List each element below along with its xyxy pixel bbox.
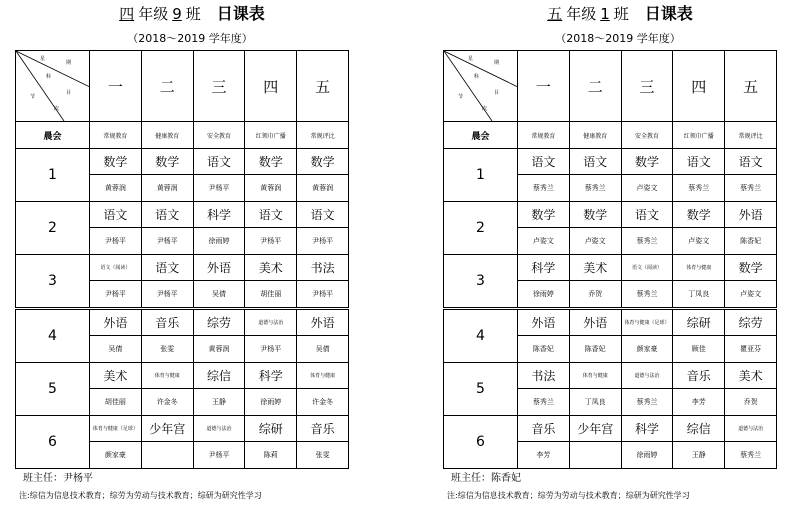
subject-cell: 数学 bbox=[725, 255, 777, 281]
subject-cell: 书法 bbox=[518, 363, 570, 389]
subject-cell: 综研 bbox=[673, 309, 725, 336]
subject-cell: 体育与健康 bbox=[673, 255, 725, 281]
head-teacher-name: 陈香妃 bbox=[491, 473, 521, 484]
subject-cell: 语文（阅读） bbox=[621, 255, 673, 281]
teacher-cell: 卢姿文 bbox=[725, 281, 777, 309]
teacher-cell: 徐雨婷 bbox=[621, 442, 673, 469]
corner-label: 星 bbox=[40, 56, 46, 62]
subject-cell: 科学 bbox=[245, 363, 297, 389]
corner-diagonal-cell bbox=[444, 51, 518, 122]
class-label: 班 bbox=[613, 5, 629, 23]
assembly-item: 红领巾广播 bbox=[245, 122, 297, 149]
corner-label: 目 bbox=[66, 90, 72, 96]
teacher-cell: 蔡秀兰 bbox=[518, 389, 570, 416]
subject-cell: 语文 bbox=[518, 149, 570, 175]
subject-cell: 语文 bbox=[141, 202, 193, 228]
subject-cell: 外语 bbox=[297, 309, 349, 336]
teacher-cell: 尹杨平 bbox=[245, 336, 297, 363]
teacher-cell: 徐雨婷 bbox=[245, 389, 297, 416]
subject-cell: 语文 bbox=[193, 149, 245, 175]
day-header: 二 bbox=[141, 51, 193, 122]
teacher-cell: 颜家豪 bbox=[90, 442, 142, 469]
teacher-cell: 黄蓉润 bbox=[245, 175, 297, 202]
period-number: 1 bbox=[16, 149, 90, 202]
teacher-cell: 丁凤良 bbox=[569, 389, 621, 416]
teacher-cell: 尹杨平 bbox=[90, 281, 142, 309]
subject-cell: 语文（阅读） bbox=[90, 255, 142, 281]
subject-cell: 语文 bbox=[621, 202, 673, 228]
day-header: 四 bbox=[673, 51, 725, 122]
subject-cell: 美术 bbox=[90, 363, 142, 389]
teacher-cell: 尹杨平 bbox=[245, 228, 297, 255]
subject-cell: 综信 bbox=[673, 416, 725, 442]
teacher-cell: 卢姿文 bbox=[569, 228, 621, 255]
subject-cell: 道德与法治 bbox=[245, 309, 297, 336]
subject-cell: 外语 bbox=[518, 309, 570, 336]
teacher-cell: 陈香妃 bbox=[569, 336, 621, 363]
teacher-cell: 尹杨平 bbox=[193, 175, 245, 202]
period-number: 5 bbox=[444, 363, 518, 416]
timetable-sheet-right bbox=[443, 0, 793, 503]
teacher-cell: 卢姿文 bbox=[621, 175, 673, 202]
head-teacher-line bbox=[15, 469, 365, 489]
teacher-cell: 顾佳 bbox=[673, 336, 725, 363]
subject-cell: 体育与健康 bbox=[569, 363, 621, 389]
grade-value: 五 bbox=[547, 5, 563, 23]
period-number: 3 bbox=[16, 255, 90, 309]
subject-cell: 音乐 bbox=[518, 416, 570, 442]
subject-cell: 外语 bbox=[193, 255, 245, 281]
corner-diagonal-cell bbox=[16, 51, 90, 122]
class-value: 1 bbox=[600, 5, 610, 23]
subject-cell: 综劳 bbox=[725, 309, 777, 336]
teacher-cell: 徐雨婷 bbox=[193, 228, 245, 255]
grade-label: 年级 bbox=[138, 5, 169, 23]
teacher-cell: 蔡秀兰 bbox=[725, 175, 777, 202]
head-teacher-name: 尹杨平 bbox=[63, 473, 93, 484]
grade-value: 四 bbox=[119, 5, 135, 23]
diagonal-lines bbox=[16, 51, 90, 121]
subject-cell: 美术 bbox=[245, 255, 297, 281]
grade-label: 年级 bbox=[566, 5, 597, 23]
timetable-heading: 日课表 bbox=[216, 4, 265, 23]
teacher-cell: 徐雨婷 bbox=[518, 281, 570, 309]
period-number: 6 bbox=[444, 416, 518, 469]
teacher-cell: 王静 bbox=[673, 442, 725, 469]
footnote: 注:综信为信息技术教育；综劳为劳动与技术教育；综研为研究性学习 bbox=[19, 491, 262, 500]
teacher-cell: 胡佳丽 bbox=[245, 281, 297, 309]
teacher-cell: 尹杨平 bbox=[297, 281, 349, 309]
day-header: 二 bbox=[569, 51, 621, 122]
teacher-cell: 黄蓉润 bbox=[141, 175, 193, 202]
corner-label: 期 bbox=[494, 60, 500, 66]
corner-label: 科 bbox=[46, 74, 52, 80]
school-year: （2018～2019 学年度） bbox=[555, 32, 681, 45]
subject-cell: 体育与健康 bbox=[297, 363, 349, 389]
teacher-cell: 胡佳丽 bbox=[90, 389, 142, 416]
school-year: （2018～2019 学年度） bbox=[127, 32, 253, 45]
teacher-cell: 丁凤良 bbox=[673, 281, 725, 309]
subject-cell: 语文 bbox=[725, 149, 777, 175]
subject-cell: 语文 bbox=[297, 202, 349, 228]
teacher-cell bbox=[141, 442, 193, 469]
teacher-cell: 尹杨平 bbox=[297, 228, 349, 255]
subject-cell: 数学 bbox=[90, 149, 142, 175]
assembly-item: 常规评比 bbox=[725, 122, 777, 149]
teacher-cell: 卢姿文 bbox=[673, 228, 725, 255]
teacher-cell: 吴倩 bbox=[193, 281, 245, 309]
subject-cell: 综劳 bbox=[193, 309, 245, 336]
timetable bbox=[443, 50, 777, 469]
subject-cell: 音乐 bbox=[297, 416, 349, 442]
teacher-cell: 黄蓉润 bbox=[90, 175, 142, 202]
subject-cell: 科学 bbox=[518, 255, 570, 281]
teacher-cell: 蔡秀兰 bbox=[621, 389, 673, 416]
subject-cell: 数学 bbox=[245, 149, 297, 175]
teacher-cell: 瞿亚芬 bbox=[725, 336, 777, 363]
teacher-cell: 陈香妃 bbox=[518, 336, 570, 363]
assembly-label: 晨会 bbox=[444, 122, 518, 149]
corner-label: 节 bbox=[458, 94, 464, 100]
period-number: 4 bbox=[16, 309, 90, 363]
subject-cell: 语文 bbox=[245, 202, 297, 228]
subject-cell: 外语 bbox=[725, 202, 777, 228]
subject-cell: 语文 bbox=[90, 202, 142, 228]
teacher-cell: 吴倩 bbox=[297, 336, 349, 363]
assembly-label: 晨会 bbox=[16, 122, 90, 149]
teacher-cell: 黄蓉润 bbox=[193, 336, 245, 363]
corner-label: 期 bbox=[66, 60, 72, 66]
subject-cell: 数学 bbox=[518, 202, 570, 228]
subject-cell: 少年宫 bbox=[141, 416, 193, 442]
day-header: 一 bbox=[518, 51, 570, 122]
assembly-item: 常规教育 bbox=[518, 122, 570, 149]
subject-cell: 音乐 bbox=[141, 309, 193, 336]
teacher-cell: 陈香妃 bbox=[725, 228, 777, 255]
teacher-cell: 蔡秀兰 bbox=[673, 175, 725, 202]
period-number: 3 bbox=[444, 255, 518, 309]
class-label: 班 bbox=[185, 5, 201, 23]
teacher-cell: 蔡秀兰 bbox=[621, 281, 673, 309]
subject-cell: 数学 bbox=[297, 149, 349, 175]
subject-cell: 语文 bbox=[673, 149, 725, 175]
corner-label: 次 bbox=[482, 106, 488, 112]
period-number: 4 bbox=[444, 309, 518, 363]
corner-label: 次 bbox=[54, 106, 60, 112]
teacher-cell: 许金冬 bbox=[297, 389, 349, 416]
teacher-cell: 黄蓉润 bbox=[297, 175, 349, 202]
subject-cell: 外语 bbox=[90, 309, 142, 336]
teacher-cell: 尹杨平 bbox=[193, 442, 245, 469]
subject-cell: 道德与法治 bbox=[725, 416, 777, 442]
subject-cell: 体育与健康（足球） bbox=[90, 416, 142, 442]
teacher-cell: 尹杨平 bbox=[141, 228, 193, 255]
teacher-cell: 王静 bbox=[193, 389, 245, 416]
assembly-item: 健康教育 bbox=[141, 122, 193, 149]
period-number: 2 bbox=[16, 202, 90, 255]
assembly-item: 常规评比 bbox=[297, 122, 349, 149]
assembly-item: 安全教育 bbox=[193, 122, 245, 149]
timetable-heading: 日课表 bbox=[644, 4, 693, 23]
teacher-cell: 陈莉 bbox=[245, 442, 297, 469]
period-number: 6 bbox=[16, 416, 90, 469]
subject-cell: 美术 bbox=[725, 363, 777, 389]
day-header: 五 bbox=[297, 51, 349, 122]
subject-cell: 语文 bbox=[141, 255, 193, 281]
class-value: 9 bbox=[172, 5, 182, 23]
teacher-cell: 蔡秀兰 bbox=[569, 175, 621, 202]
subject-cell: 数学 bbox=[569, 202, 621, 228]
day-header: 三 bbox=[193, 51, 245, 122]
subject-cell: 少年宫 bbox=[569, 416, 621, 442]
subject-cell: 道德与法治 bbox=[193, 416, 245, 442]
teacher-cell: 张雯 bbox=[297, 442, 349, 469]
subject-cell: 道德与法治 bbox=[621, 363, 673, 389]
assembly-item: 红领巾广播 bbox=[673, 122, 725, 149]
teacher-cell: 乔贺 bbox=[569, 281, 621, 309]
assembly-item: 安全教育 bbox=[621, 122, 673, 149]
timetable bbox=[15, 50, 349, 469]
teacher-cell: 蔡秀兰 bbox=[621, 228, 673, 255]
teacher-cell: 李芳 bbox=[673, 389, 725, 416]
subject-cell: 数学 bbox=[621, 149, 673, 175]
corner-label: 目 bbox=[494, 90, 500, 96]
period-number: 2 bbox=[444, 202, 518, 255]
footnote: 注:综信为信息技术教育；综劳为劳动与技术教育；综研为研究性学习 bbox=[447, 491, 690, 500]
subject-cell: 音乐 bbox=[673, 363, 725, 389]
subject-cell: 综研 bbox=[245, 416, 297, 442]
assembly-item: 常规教育 bbox=[90, 122, 142, 149]
subject-cell: 数学 bbox=[141, 149, 193, 175]
subject-cell: 体育与健康（足球） bbox=[621, 309, 673, 336]
assembly-item: 健康教育 bbox=[569, 122, 621, 149]
subject-cell: 外语 bbox=[569, 309, 621, 336]
teacher-cell: 卢姿文 bbox=[518, 228, 570, 255]
subject-cell: 体育与健康 bbox=[141, 363, 193, 389]
teacher-cell: 许金冬 bbox=[141, 389, 193, 416]
diagonal-lines bbox=[444, 51, 518, 121]
head-teacher-line bbox=[443, 469, 793, 489]
subject-cell: 美术 bbox=[569, 255, 621, 281]
teacher-cell: 李芳 bbox=[518, 442, 570, 469]
day-header: 一 bbox=[90, 51, 142, 122]
day-header: 三 bbox=[621, 51, 673, 122]
teacher-cell: 张雯 bbox=[141, 336, 193, 363]
teacher-cell: 颜家豪 bbox=[621, 336, 673, 363]
subject-cell: 综信 bbox=[193, 363, 245, 389]
head-teacher-label: 班主任： bbox=[23, 473, 63, 484]
teacher-cell: 乔贺 bbox=[725, 389, 777, 416]
teacher-cell: 蔡秀兰 bbox=[518, 175, 570, 202]
subject-cell: 语文 bbox=[569, 149, 621, 175]
period-number: 5 bbox=[16, 363, 90, 416]
subject-cell: 科学 bbox=[193, 202, 245, 228]
teacher-cell: 吴倩 bbox=[90, 336, 142, 363]
period-number: 1 bbox=[444, 149, 518, 202]
teacher-cell: 尹杨平 bbox=[141, 281, 193, 309]
subject-cell: 数学 bbox=[673, 202, 725, 228]
subject-cell: 书法 bbox=[297, 255, 349, 281]
sheet-title bbox=[15, 0, 365, 28]
subject-cell: 科学 bbox=[621, 416, 673, 442]
teacher-cell bbox=[569, 442, 621, 469]
teacher-cell: 蔡秀兰 bbox=[725, 442, 777, 469]
corner-label: 科 bbox=[474, 74, 480, 80]
corner-label: 星 bbox=[468, 56, 474, 62]
corner-label: 节 bbox=[30, 94, 36, 100]
teacher-cell: 尹杨平 bbox=[90, 228, 142, 255]
sheet-title bbox=[443, 0, 793, 28]
timetable-sheet-left bbox=[15, 0, 365, 503]
head-teacher-label: 班主任： bbox=[451, 473, 491, 484]
day-header: 五 bbox=[725, 51, 777, 122]
day-header: 四 bbox=[245, 51, 297, 122]
